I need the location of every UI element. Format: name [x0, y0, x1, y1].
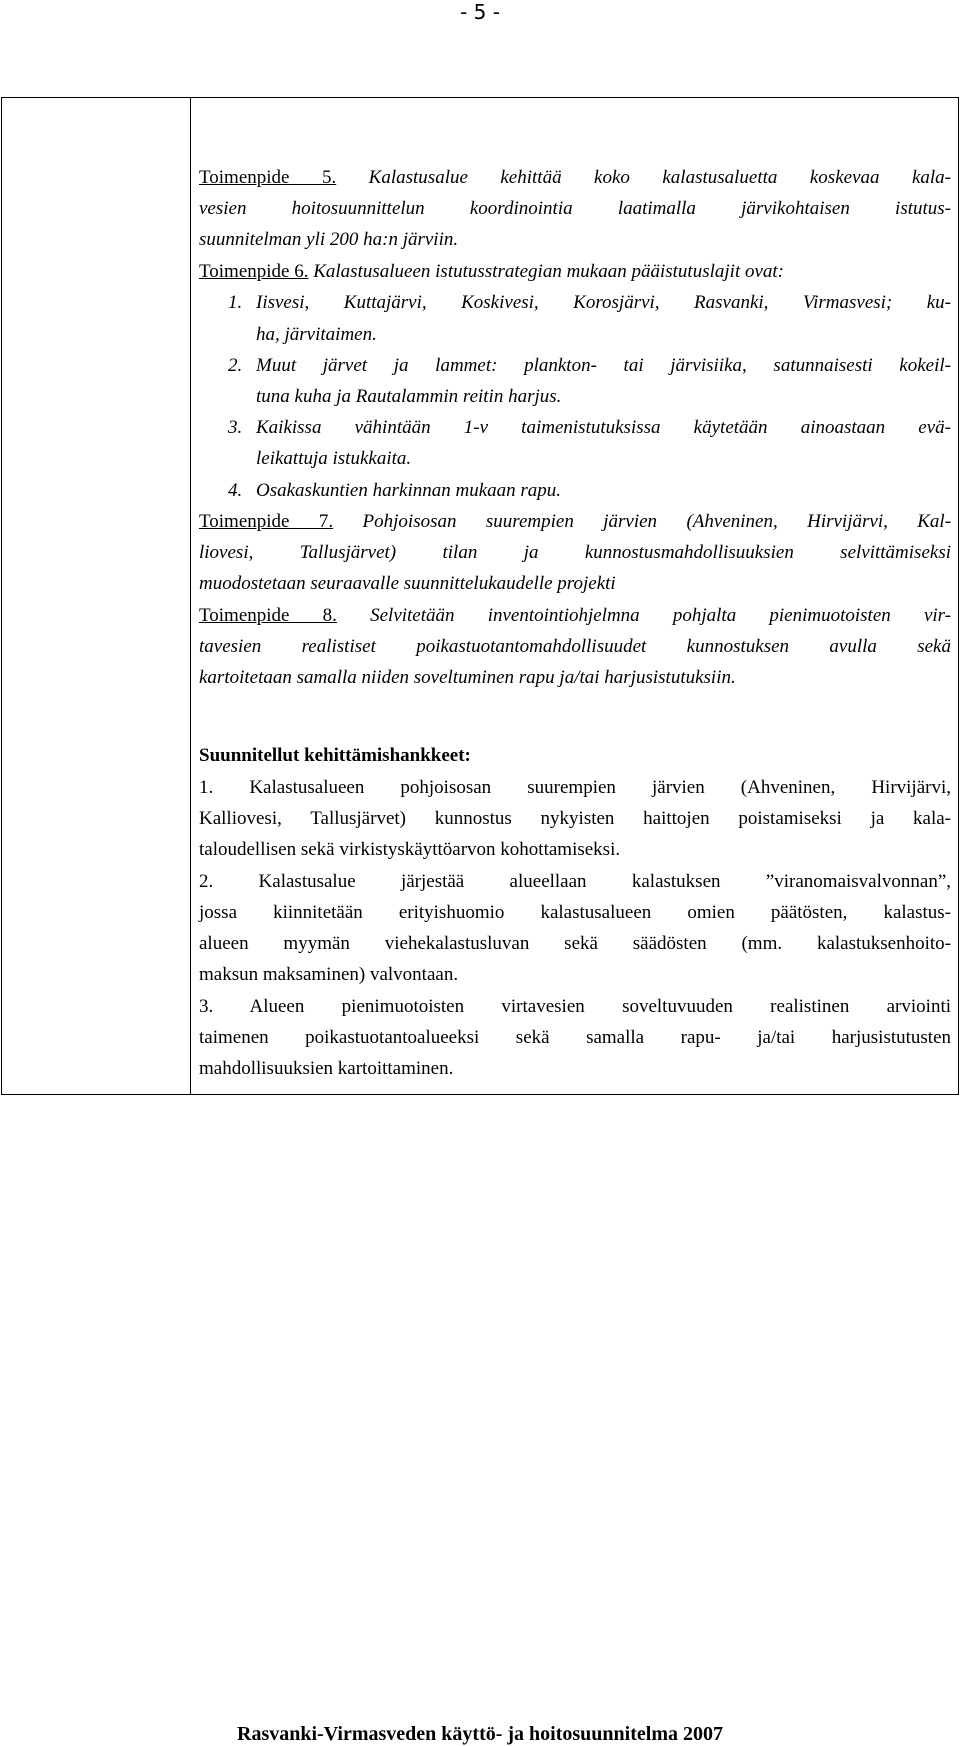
toimenpide-5-line-2: vesien hoitosuunnittelun koordinointia laatimalla järvikohtaisen istutus- [199, 198, 951, 219]
toimenpide-5-label: Toimenpide 5. [199, 167, 337, 188]
list-item-1-line-1: Iisvesi, Kuttajärvi, Koskivesi, Korosjärvi, Rasvanki, Virmasvesi; ku- [256, 292, 951, 313]
hanke-2-line-4: maksun maksaminen) valvontaan. [199, 964, 459, 985]
toimenpide-7-line-3: muodostetaan seuraavalle suunnittelukaudelle projekti [199, 573, 616, 594]
hanke-1-line-1: 1. Kalastusalueen pohjoisosan suurempien järvien (Ahveninen, Hirvijärvi, [199, 777, 951, 798]
hankkeet-heading: Suunnitellut kehittämishankkeet: [199, 745, 471, 766]
list-item-1-line-2: ha, järvitaimen. [256, 324, 377, 345]
toimenpide-8-line-1 [199, 600, 951, 631]
toimenpide-6-text-1: Kalastusalueen istutusstrategian mukaan pääistutuslajit ovat: [313, 261, 785, 282]
hanke-2-line-1: 2. Kalastusalue järjestää alueellaan kalastuksen ”viranomaisvalvonnan”, [199, 871, 951, 892]
hanke-3-line-3: mahdollisuuksien kartoittaminen. [199, 1058, 454, 1079]
page-number: - 5 - [460, 0, 500, 24]
toimenpide-5-text-1: Kalastusalue kehittää koko kalastusaluetta koskevaa kala- [368, 167, 952, 188]
toimenpide-6-label: Toimenpide 6. [199, 261, 309, 282]
document-footer: Rasvanki-Virmasveden käyttö- ja hoitosuunnitelma 2007 [237, 1723, 723, 1745]
list-item-4-number: 4. [228, 480, 243, 501]
list-item-2-line-2: tuna kuha ja Rautalammin reitin harjus. [256, 386, 562, 407]
toimenpide-8-line-3: kartoitetaan samalla niiden soveltuminen rapu ja/tai harjusistutuksiin. [199, 667, 736, 688]
list-item-4-line-1: Osakaskuntien harkinnan mukaan rapu. [256, 480, 562, 501]
list-item-1-number: 1. [228, 292, 243, 313]
toimenpide-8-label: Toimenpide 8. [199, 605, 337, 626]
hanke-3-line-2: taimenen poikastuotantoalueeksi sekä samalla rapu- ja/tai harjusistutusten [199, 1027, 951, 1048]
toimenpide-5-line-1 [199, 162, 951, 193]
toimenpide-7-text-1: Pohjoisosan suurempien järvien (Ahveninen, Hirvijärvi, Kal- [362, 511, 952, 532]
left-column [2, 98, 191, 1094]
hanke-1-line-2: Kalliovesi, Tallusjärvet) kunnostus nykyisten haittojen poistamiseksi ja kala- [199, 808, 951, 829]
hanke-2-line-2: jossa kiinnitetään erityishuomio kalastusalueen omien päätösten, kalastus- [199, 902, 951, 923]
toimenpide-5-line-3: suunnitelman yli 200 ha:n järviin. [199, 229, 459, 250]
list-item-2-number: 2. [228, 355, 243, 376]
list-item-2-line-1: Muut järvet ja lammet: plankton- tai järvisiika, satunnaisesti kokeil- [256, 355, 951, 376]
toimenpide-6-line-1 [199, 256, 784, 287]
list-item-3-line-2: leikattuja istukkaita. [256, 448, 412, 469]
hanke-3-line-1: 3. Alueen pienimuotoisten virtavesien soveltuvuuden realistinen arviointi [199, 996, 951, 1017]
toimenpide-7-line-1 [199, 506, 951, 537]
toimenpide-7-label: Toimenpide 7. [199, 511, 334, 532]
toimenpide-8-line-2: tavesien realistiset poikastuotantomahdollisuudet kunnostuksen avulla sekä [199, 636, 951, 657]
hanke-2-line-3: alueen myymän viehekalastusluvan sekä säädösten (mm. kalastuksenhoito- [199, 933, 951, 954]
toimenpide-8-text-1: Selvitetään inventointiohjelmna pohjalta pienimuotoisten vir- [370, 605, 952, 626]
list-item-3-number: 3. [228, 417, 243, 438]
hanke-1-line-3: taloudellisen sekä virkistyskäyttöarvon kohottamiseksi. [199, 839, 621, 860]
toimenpide-7-line-2: liovesi, Tallusjärvet) tilan ja kunnostusmahdollisuuksien selvittämiseksi [199, 542, 951, 563]
list-item-3-line-1: Kaikissa vähintään 1-v taimenistutuksissa käytetään ainoastaan evä- [256, 417, 951, 438]
